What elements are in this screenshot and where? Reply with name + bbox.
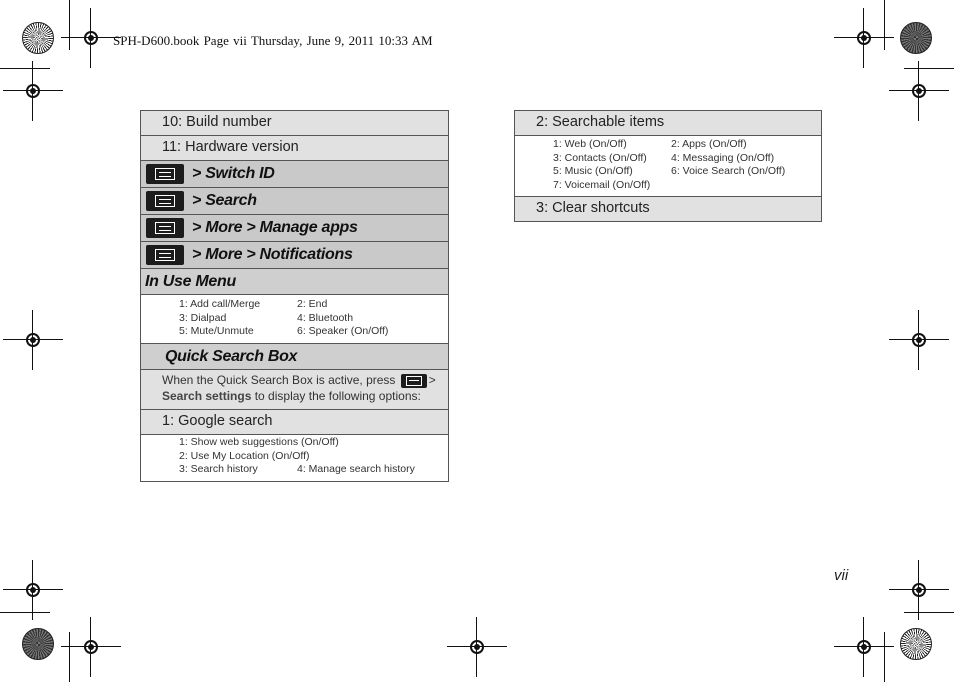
list-item: 4: Manage search history [297,463,415,475]
trim-line-bottom-left-v [69,632,70,682]
section-quick-search-box [141,344,448,370]
quick-search-box-title: Quick Search Box [165,348,298,365]
build-number-label: 10: Build number [162,114,272,130]
settings-table-left [140,110,449,482]
list-item: 1: Add call/Merge [179,298,261,310]
registration-star-top-left [22,22,54,54]
crop-mark-top-right [852,26,876,50]
list-item: 1: Show web suggestions (On/Off) [179,436,339,448]
in-use-menu-items [141,295,448,344]
menu-path-search [141,188,448,215]
google-search-items [141,435,448,482]
list-item: 5: Mute/Unmute [179,325,254,337]
quick-search-desc-text [162,372,442,404]
crop-mark-right-middle [907,328,931,352]
list-item: 1: Web (On/Off) [553,138,627,150]
section-in-use-menu [141,269,448,295]
google-search-grid [179,436,447,477]
menu-path-notifications [141,242,448,269]
menu-path-text: > More > Manage apps [192,219,358,236]
list-item: 4: Bluetooth [297,311,354,324]
menu-path-text: > Search [192,192,257,209]
list-item: 5: Music (On/Off) [553,165,633,177]
settings-table-right [514,110,822,222]
menu-key-icon [401,374,427,388]
in-use-menu-title: In Use Menu [145,273,236,290]
quick-search-description [141,370,448,410]
row-build-number [141,111,448,136]
menu-key-icon [146,191,184,211]
search-settings-term: Search settings [162,389,252,403]
page-number: vii [834,567,849,584]
menu-key-icon [146,218,184,238]
trim-line-left-top-h [0,68,50,69]
list-item: 6: Voice Search (On/Off) [671,165,786,177]
list-item: 4: Messaging (On/Off) [671,151,775,164]
crop-mark-right-upper [907,79,931,103]
desc-after: to display the following options: [254,389,421,403]
list-item: 2: Apps (On/Off) [671,138,747,150]
list-item: 6: Speaker (On/Off) [297,325,389,337]
registration-star-bottom-right [900,628,932,660]
list-item [671,179,821,193]
hardware-version-label: 11: Hardware version [162,139,299,155]
registration-star-top-right [900,22,932,54]
row-searchable-items [515,111,821,136]
desc-arrow: > [428,373,436,387]
desc-before: When the Quick Search Box is active, press [162,373,396,387]
menu-key-icon [146,164,184,184]
searchable-items-list [515,136,821,197]
crop-mark-bottom-left [79,635,103,659]
clear-shortcuts-label: 3: Clear shortcuts [536,200,650,216]
menu-path-text: > More > Notifications [192,246,353,263]
trim-line-top-right-v [884,0,885,50]
trim-line-bottom-right-v [884,632,885,682]
menu-path-text: > Switch ID [192,165,275,182]
list-item [297,436,447,450]
crop-mark-left-lower [21,578,45,602]
trim-line-top-left-v [69,0,70,50]
menu-key-icon [146,245,184,265]
list-item: 3: Dialpad [179,311,227,324]
crop-mark-bottom-right [852,635,876,659]
trim-line-left-bottom-h [0,612,50,613]
crop-mark-left-middle [21,328,45,352]
crop-mark-right-lower [907,578,931,602]
trim-line-right-top-h [904,68,954,69]
registration-star-bottom-left [22,628,54,660]
row-hardware-version [141,136,448,161]
crop-mark-top-left [79,26,103,50]
menu-path-switch-id [141,161,448,188]
searchable-items-label: 2: Searchable items [536,114,665,130]
google-search-label: 1: Google search [162,413,273,429]
in-use-menu-grid [179,298,447,339]
row-google-search [141,410,448,435]
row-clear-shortcuts [515,197,821,222]
crop-mark-left-upper [21,79,45,103]
trim-line-right-bottom-h [904,612,954,613]
list-item [297,450,447,464]
searchable-items-grid [553,138,821,192]
list-item: 7: Voicemail (On/Off) [553,178,651,191]
list-item: 3: Search history [179,463,258,475]
menu-path-manage-apps [141,215,448,242]
book-header: SPH-D600.book Page vii Thursday, June 9, 2011 10:33 AM [113,33,433,48]
list-item: 2: Use My Location (On/Off) [179,449,310,462]
list-item: 2: End [297,298,328,310]
list-item: 3: Contacts (On/Off) [553,151,647,164]
crop-mark-bottom-center [465,635,489,659]
